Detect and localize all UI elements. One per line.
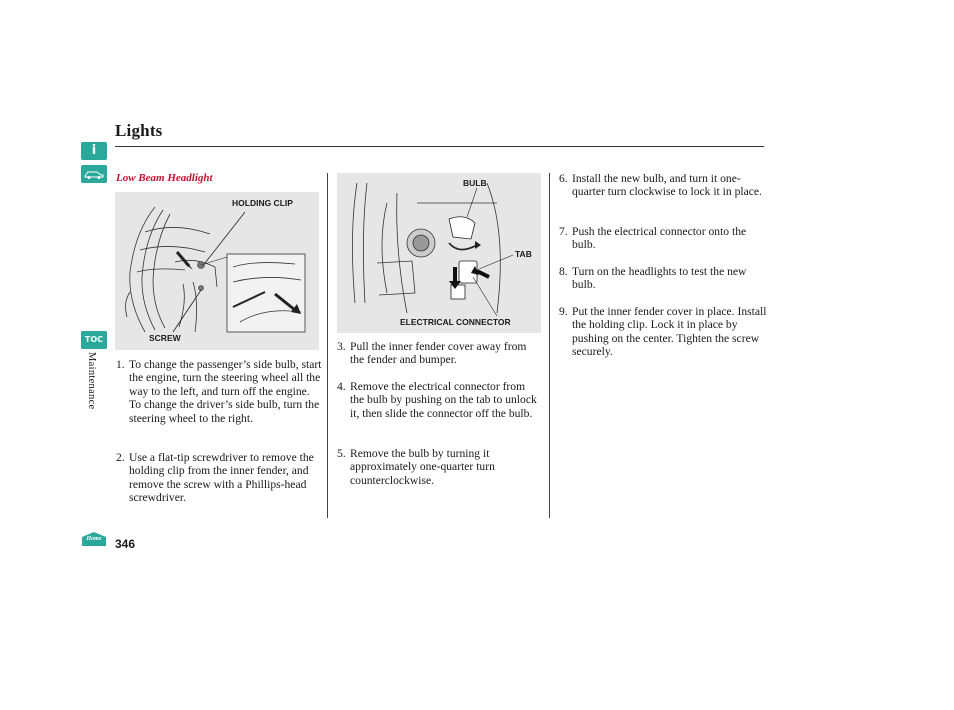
toc-button[interactable]: TOC <box>81 331 107 349</box>
step-item <box>559 305 769 359</box>
step-item <box>337 447 537 487</box>
tab-label: TAB <box>515 249 532 259</box>
screw-label: SCREW <box>149 333 181 343</box>
step-number: 9. <box>559 305 568 318</box>
column-divider <box>549 173 550 518</box>
figure-fender-clip <box>115 192 319 350</box>
electrical-connector-label: ELECTRICAL CONNECTOR <box>400 317 511 327</box>
step-item <box>116 451 322 505</box>
step-number: 6. <box>559 172 568 185</box>
step-item <box>337 340 537 367</box>
page-title: Lights <box>115 121 163 140</box>
holding-clip-label: HOLDING CLIP <box>232 198 293 208</box>
step-item <box>559 172 769 199</box>
page-number: 346 <box>115 537 136 551</box>
figure-headlight-bulb <box>337 173 541 333</box>
step-number: 7. <box>559 225 568 238</box>
step-number: 3. <box>337 340 346 353</box>
step-item <box>559 265 769 292</box>
step-number: 5. <box>337 447 346 460</box>
home-label: Home <box>86 536 102 542</box>
step-text: Turn on the headlights to test the new bulb. <box>572 265 747 292</box>
step-text: Use a flat-tip screwdriver to remove the holding clip from the inner fender, and remove the screw with a Phillips-head screwdriver. <box>129 451 314 505</box>
step-item <box>337 380 537 420</box>
home-button[interactable] <box>81 531 107 547</box>
step-number: 1. <box>116 358 125 371</box>
step-number: 8. <box>559 265 568 278</box>
title-divider <box>115 146 764 147</box>
info-icon[interactable]: i <box>81 142 107 160</box>
step-item <box>116 358 322 425</box>
step-text: Put the inner fender cover in place. Install the holding clip. Lock it in place by pushing on the center. Tighten the screw securely. <box>572 305 767 359</box>
step-text: Push the electrical connector onto the bulb. <box>572 225 747 252</box>
column-divider <box>327 173 328 518</box>
step-text: Install the new bulb, and turn it one-quarter turn clockwise to lock it in place. <box>572 172 762 199</box>
section-label: Maintenance <box>86 352 97 410</box>
bulb-label: BULB <box>463 178 487 188</box>
step-text: To change the passenger’s side bulb, start the engine, turn the steering wheel all the way to the left, and turn off the engine. To change the driver’s side bulb, turn the steering wheel to the right. <box>129 358 322 425</box>
car-icon[interactable] <box>81 165 107 183</box>
headlight-illustration <box>337 173 541 333</box>
step-item <box>559 225 769 252</box>
sub-heading: Low Beam Headlight <box>116 172 213 184</box>
step-number: 2. <box>116 451 125 464</box>
step-number: 4. <box>337 380 346 393</box>
step-text: Pull the inner fender cover away from the fender and bumper. <box>350 340 527 367</box>
step-text: Remove the bulb by turning it approximately one-quarter turn counterclockwise. <box>350 447 495 487</box>
fender-illustration <box>115 192 319 350</box>
step-text: Remove the electrical connector from the bulb by pushing on the tab to unlock it, then slide the connector off the bulb. <box>350 380 537 420</box>
